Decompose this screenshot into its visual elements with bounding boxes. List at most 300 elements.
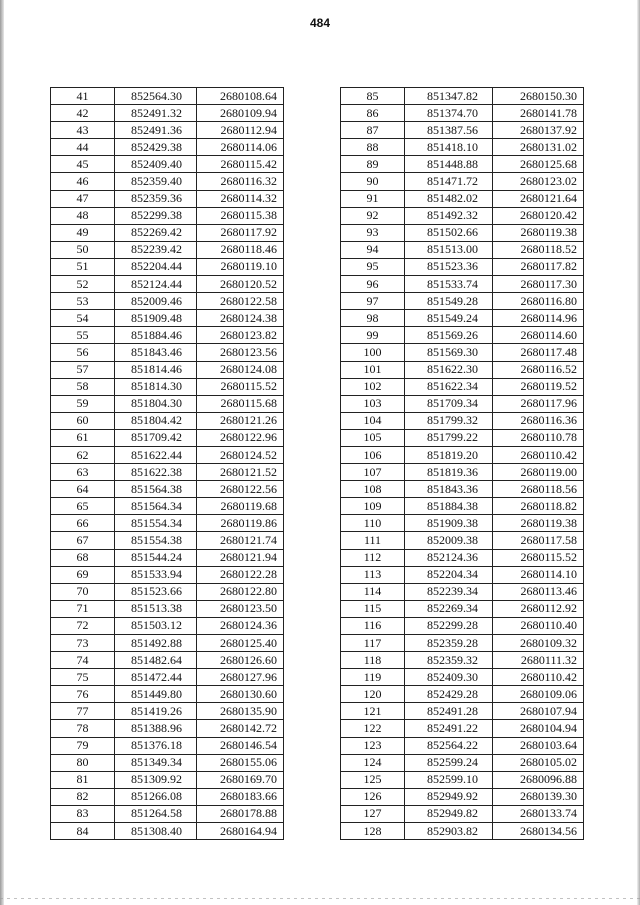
x-coordinate-cell: 851419.26 [115, 703, 197, 720]
table-row [341, 805, 584, 822]
y-coordinate-cell: 2680115.52 [493, 549, 584, 566]
table-row [51, 258, 284, 275]
y-coordinate-cell: 2680117.30 [493, 276, 584, 293]
y-coordinate-cell: 2680119.86 [197, 515, 284, 532]
point-number-cell: 62 [51, 446, 115, 463]
y-coordinate-cell: 2680150.30 [493, 88, 584, 105]
x-coordinate-cell: 852564.22 [405, 737, 493, 754]
table-row [341, 635, 584, 652]
table-row [51, 583, 284, 600]
point-number-cell: 66 [51, 515, 115, 532]
y-coordinate-cell: 2680104.94 [493, 720, 584, 737]
table-row [341, 669, 584, 686]
table-row [51, 310, 284, 327]
point-number-cell: 57 [51, 361, 115, 378]
table-row [51, 652, 284, 669]
y-coordinate-cell: 2680103.64 [493, 737, 584, 754]
y-coordinate-cell: 2680134.56 [493, 823, 584, 840]
y-coordinate-cell: 2680124.38 [197, 310, 284, 327]
point-number-cell: 75 [51, 669, 115, 686]
point-number-cell: 107 [341, 464, 405, 481]
y-coordinate-cell: 2680110.42 [493, 669, 584, 686]
x-coordinate-cell: 851533.74 [405, 276, 493, 293]
point-number-cell: 69 [51, 566, 115, 583]
y-coordinate-cell: 2680115.68 [197, 395, 284, 412]
table-row [341, 310, 584, 327]
y-coordinate-cell: 2680116.80 [493, 293, 584, 310]
point-number-cell: 93 [341, 224, 405, 241]
x-coordinate-cell: 851819.20 [405, 446, 493, 463]
x-coordinate-cell: 852429.38 [115, 139, 197, 156]
x-coordinate-cell: 851909.38 [405, 515, 493, 532]
table-row [341, 378, 584, 395]
table-row [341, 703, 584, 720]
y-coordinate-cell: 2680155.06 [197, 754, 284, 771]
point-number-cell: 63 [51, 464, 115, 481]
point-number-cell: 71 [51, 600, 115, 617]
table-row [51, 395, 284, 412]
x-coordinate-cell: 851482.02 [405, 190, 493, 207]
x-coordinate-cell: 851349.34 [115, 754, 197, 771]
point-number-cell: 44 [51, 139, 115, 156]
x-coordinate-cell: 851482.64 [115, 652, 197, 669]
point-number-cell: 125 [341, 771, 405, 788]
y-coordinate-cell: 2680108.64 [197, 88, 284, 105]
point-number-cell: 43 [51, 122, 115, 139]
x-coordinate-cell: 851843.36 [405, 481, 493, 498]
x-coordinate-cell: 852239.42 [115, 241, 197, 258]
x-coordinate-cell: 852949.82 [405, 805, 493, 822]
x-coordinate-cell: 851709.42 [115, 429, 197, 446]
x-coordinate-cell: 852124.36 [405, 549, 493, 566]
x-coordinate-cell: 852009.38 [405, 532, 493, 549]
point-number-cell: 101 [341, 361, 405, 378]
y-coordinate-cell: 2680117.82 [493, 258, 584, 275]
x-coordinate-cell: 851376.18 [115, 737, 197, 754]
x-coordinate-cell: 851569.26 [405, 327, 493, 344]
y-coordinate-cell: 2680119.10 [197, 258, 284, 275]
y-coordinate-cell: 2680119.52 [493, 378, 584, 395]
point-number-cell: 109 [341, 498, 405, 515]
table-row [341, 583, 584, 600]
point-number-cell: 86 [341, 105, 405, 122]
point-number-cell: 122 [341, 720, 405, 737]
y-coordinate-cell: 2680117.96 [493, 395, 584, 412]
x-coordinate-cell: 851388.96 [115, 720, 197, 737]
x-coordinate-cell: 851523.66 [115, 583, 197, 600]
y-coordinate-cell: 2680114.10 [493, 566, 584, 583]
y-coordinate-cell: 2680121.52 [197, 464, 284, 481]
table-row [51, 412, 284, 429]
point-number-cell: 120 [341, 686, 405, 703]
table-row [51, 771, 284, 788]
table-row [341, 241, 584, 258]
table-row [341, 686, 584, 703]
point-number-cell: 97 [341, 293, 405, 310]
point-number-cell: 42 [51, 105, 115, 122]
point-number-cell: 68 [51, 549, 115, 566]
x-coordinate-cell: 851622.44 [115, 446, 197, 463]
y-coordinate-cell: 2680130.60 [197, 686, 284, 703]
table-row [341, 156, 584, 173]
y-coordinate-cell: 2680164.94 [197, 823, 284, 840]
table-row [51, 600, 284, 617]
y-coordinate-cell: 2680133.74 [493, 805, 584, 822]
point-number-cell: 124 [341, 754, 405, 771]
x-coordinate-cell: 851544.24 [115, 549, 197, 566]
x-coordinate-cell: 851804.30 [115, 395, 197, 412]
y-coordinate-cell: 2680117.92 [197, 224, 284, 241]
y-coordinate-cell: 2680112.92 [493, 600, 584, 617]
x-coordinate-cell: 851564.38 [115, 481, 197, 498]
y-coordinate-cell: 2680135.90 [197, 703, 284, 720]
x-coordinate-cell: 851492.88 [115, 635, 197, 652]
x-coordinate-cell: 852564.30 [115, 88, 197, 105]
y-coordinate-cell: 2680112.94 [197, 122, 284, 139]
point-number-cell: 98 [341, 310, 405, 327]
table-row [51, 754, 284, 771]
table-row [51, 88, 284, 105]
x-coordinate-cell: 851449.80 [115, 686, 197, 703]
scan-edge-bottom [0, 898, 640, 899]
coordinates-table-left [50, 87, 284, 840]
x-coordinate-cell: 852491.36 [115, 122, 197, 139]
table-row [341, 515, 584, 532]
y-coordinate-cell: 2680178.88 [197, 805, 284, 822]
x-coordinate-cell: 852599.10 [405, 771, 493, 788]
x-coordinate-cell: 852491.22 [405, 720, 493, 737]
point-number-cell: 102 [341, 378, 405, 395]
point-number-cell: 126 [341, 788, 405, 805]
y-coordinate-cell: 2680116.52 [493, 361, 584, 378]
point-number-cell: 49 [51, 224, 115, 241]
point-number-cell: 45 [51, 156, 115, 173]
table-row [341, 122, 584, 139]
table-row [341, 464, 584, 481]
point-number-cell: 61 [51, 429, 115, 446]
x-coordinate-cell: 852599.24 [405, 754, 493, 771]
point-number-cell: 58 [51, 378, 115, 395]
y-coordinate-cell: 2680109.94 [197, 105, 284, 122]
y-coordinate-cell: 2680109.06 [493, 686, 584, 703]
point-number-cell: 77 [51, 703, 115, 720]
y-coordinate-cell: 2680105.02 [493, 754, 584, 771]
table-row [341, 224, 584, 241]
x-coordinate-cell: 852409.40 [115, 156, 197, 173]
x-coordinate-cell: 851799.22 [405, 429, 493, 446]
table-row [51, 805, 284, 822]
y-coordinate-cell: 2680118.52 [493, 241, 584, 258]
y-coordinate-cell: 2680121.74 [197, 532, 284, 549]
x-coordinate-cell: 851622.34 [405, 378, 493, 395]
y-coordinate-cell: 2680117.58 [493, 532, 584, 549]
point-number-cell: 105 [341, 429, 405, 446]
point-number-cell: 118 [341, 652, 405, 669]
table-row [51, 737, 284, 754]
table-row [341, 327, 584, 344]
point-number-cell: 82 [51, 788, 115, 805]
table-row [51, 686, 284, 703]
y-coordinate-cell: 2680116.36 [493, 412, 584, 429]
point-number-cell: 51 [51, 258, 115, 275]
table-row [51, 190, 284, 207]
table-row [341, 105, 584, 122]
y-coordinate-cell: 2680113.46 [493, 583, 584, 600]
x-coordinate-cell: 851264.58 [115, 805, 197, 822]
x-coordinate-cell: 851387.56 [405, 122, 493, 139]
table-row [341, 720, 584, 737]
y-coordinate-cell: 2680124.36 [197, 617, 284, 634]
y-coordinate-cell: 2680123.02 [493, 173, 584, 190]
point-number-cell: 70 [51, 583, 115, 600]
point-number-cell: 79 [51, 737, 115, 754]
point-number-cell: 83 [51, 805, 115, 822]
y-coordinate-cell: 2680121.64 [493, 190, 584, 207]
table-row [341, 293, 584, 310]
table-row [341, 788, 584, 805]
point-number-cell: 106 [341, 446, 405, 463]
y-coordinate-cell: 2680118.56 [493, 481, 584, 498]
x-coordinate-cell: 851622.38 [115, 464, 197, 481]
x-coordinate-cell: 852269.34 [405, 600, 493, 617]
point-number-cell: 112 [341, 549, 405, 566]
point-number-cell: 80 [51, 754, 115, 771]
table-row [51, 361, 284, 378]
table-row [341, 498, 584, 515]
y-coordinate-cell: 2680119.38 [493, 224, 584, 241]
table-row [51, 532, 284, 549]
point-number-cell: 60 [51, 412, 115, 429]
x-coordinate-cell: 852949.92 [405, 788, 493, 805]
table-row [51, 378, 284, 395]
table-row [341, 532, 584, 549]
point-number-cell: 84 [51, 823, 115, 840]
x-coordinate-cell: 852124.44 [115, 276, 197, 293]
table-row [51, 788, 284, 805]
table-row [341, 823, 584, 840]
point-number-cell: 81 [51, 771, 115, 788]
table-row [341, 412, 584, 429]
x-coordinate-cell: 851448.88 [405, 156, 493, 173]
x-coordinate-cell: 851266.08 [115, 788, 197, 805]
table-row [51, 224, 284, 241]
y-coordinate-cell: 2680117.48 [493, 344, 584, 361]
y-coordinate-cell: 2680096.88 [493, 771, 584, 788]
table-row [51, 156, 284, 173]
x-coordinate-cell: 852299.38 [115, 207, 197, 224]
point-number-cell: 96 [341, 276, 405, 293]
point-number-cell: 103 [341, 395, 405, 412]
y-coordinate-cell: 2680125.40 [197, 635, 284, 652]
x-coordinate-cell: 852903.82 [405, 823, 493, 840]
y-coordinate-cell: 2680123.56 [197, 344, 284, 361]
y-coordinate-cell: 2680115.52 [197, 378, 284, 395]
y-coordinate-cell: 2680146.54 [197, 737, 284, 754]
point-number-cell: 85 [341, 88, 405, 105]
point-number-cell: 89 [341, 156, 405, 173]
x-coordinate-cell: 851909.48 [115, 310, 197, 327]
x-coordinate-cell: 851503.12 [115, 617, 197, 634]
y-coordinate-cell: 2680127.96 [197, 669, 284, 686]
y-coordinate-cell: 2680125.68 [493, 156, 584, 173]
x-coordinate-cell: 852359.32 [405, 652, 493, 669]
table-row [341, 361, 584, 378]
x-coordinate-cell: 851549.24 [405, 310, 493, 327]
table-row [51, 207, 284, 224]
x-coordinate-cell: 851884.38 [405, 498, 493, 515]
y-coordinate-cell: 2680114.32 [197, 190, 284, 207]
point-number-cell: 94 [341, 241, 405, 258]
y-coordinate-cell: 2680114.60 [493, 327, 584, 344]
table-row [51, 276, 284, 293]
table-row [341, 207, 584, 224]
point-number-cell: 56 [51, 344, 115, 361]
table-row [341, 344, 584, 361]
scan-edge-left [0, 0, 4, 905]
point-number-cell: 90 [341, 173, 405, 190]
point-number-cell: 99 [341, 327, 405, 344]
y-coordinate-cell: 2680137.92 [493, 122, 584, 139]
y-coordinate-cell: 2680131.02 [493, 139, 584, 156]
y-coordinate-cell: 2680114.96 [493, 310, 584, 327]
y-coordinate-cell: 2680121.94 [197, 549, 284, 566]
x-coordinate-cell: 852491.32 [115, 105, 197, 122]
point-number-cell: 76 [51, 686, 115, 703]
y-coordinate-cell: 2680118.46 [197, 241, 284, 258]
x-coordinate-cell: 851843.46 [115, 344, 197, 361]
table-row [341, 173, 584, 190]
table-row [51, 139, 284, 156]
point-number-cell: 64 [51, 481, 115, 498]
x-coordinate-cell: 851884.46 [115, 327, 197, 344]
point-number-cell: 110 [341, 515, 405, 532]
y-coordinate-cell: 2680124.08 [197, 361, 284, 378]
table-row [341, 258, 584, 275]
y-coordinate-cell: 2680122.58 [197, 293, 284, 310]
y-coordinate-cell: 2680123.82 [197, 327, 284, 344]
table-row [51, 293, 284, 310]
y-coordinate-cell: 2680110.78 [493, 429, 584, 446]
y-coordinate-cell: 2680119.38 [493, 515, 584, 532]
table-row [341, 566, 584, 583]
y-coordinate-cell: 2680123.50 [197, 600, 284, 617]
coordinates-table-right [340, 87, 584, 840]
table-row [51, 429, 284, 446]
point-number-cell: 50 [51, 241, 115, 258]
table-row [51, 498, 284, 515]
y-coordinate-cell: 2680115.38 [197, 207, 284, 224]
point-number-cell: 59 [51, 395, 115, 412]
x-coordinate-cell: 851819.36 [405, 464, 493, 481]
x-coordinate-cell: 852491.28 [405, 703, 493, 720]
point-number-cell: 115 [341, 600, 405, 617]
x-coordinate-cell: 852009.46 [115, 293, 197, 310]
x-coordinate-cell: 851502.66 [405, 224, 493, 241]
point-number-cell: 74 [51, 652, 115, 669]
table-row [51, 635, 284, 652]
table-row [51, 344, 284, 361]
x-coordinate-cell: 851709.34 [405, 395, 493, 412]
table-row [51, 464, 284, 481]
point-number-cell: 128 [341, 823, 405, 840]
x-coordinate-cell: 851523.36 [405, 258, 493, 275]
table-row [51, 446, 284, 463]
point-number-cell: 65 [51, 498, 115, 515]
x-coordinate-cell: 852429.28 [405, 686, 493, 703]
page-number: 484 [309, 16, 331, 30]
y-coordinate-cell: 2680118.82 [493, 498, 584, 515]
y-coordinate-cell: 2680111.32 [493, 652, 584, 669]
x-coordinate-cell: 852359.40 [115, 173, 197, 190]
point-number-cell: 67 [51, 532, 115, 549]
point-number-cell: 47 [51, 190, 115, 207]
x-coordinate-cell: 852204.44 [115, 258, 197, 275]
point-number-cell: 78 [51, 720, 115, 737]
point-number-cell: 108 [341, 481, 405, 498]
point-number-cell: 73 [51, 635, 115, 652]
y-coordinate-cell: 2680122.28 [197, 566, 284, 583]
y-coordinate-cell: 2680109.32 [493, 635, 584, 652]
y-coordinate-cell: 2680119.00 [493, 464, 584, 481]
table-row [341, 652, 584, 669]
y-coordinate-cell: 2680169.70 [197, 771, 284, 788]
x-coordinate-cell: 851804.42 [115, 412, 197, 429]
x-coordinate-cell: 852204.34 [405, 566, 493, 583]
y-coordinate-cell: 2680126.60 [197, 652, 284, 669]
x-coordinate-cell: 851513.38 [115, 600, 197, 617]
point-number-cell: 116 [341, 617, 405, 634]
y-coordinate-cell: 2680141.78 [493, 105, 584, 122]
table-row [341, 737, 584, 754]
y-coordinate-cell: 2680120.42 [493, 207, 584, 224]
table-row [51, 823, 284, 840]
x-coordinate-cell: 852409.30 [405, 669, 493, 686]
point-number-cell: 87 [341, 122, 405, 139]
x-coordinate-cell: 852299.28 [405, 617, 493, 634]
x-coordinate-cell: 851814.30 [115, 378, 197, 395]
point-number-cell: 119 [341, 669, 405, 686]
table-row [51, 481, 284, 498]
x-coordinate-cell: 851569.30 [405, 344, 493, 361]
table-row [51, 549, 284, 566]
point-number-cell: 121 [341, 703, 405, 720]
x-coordinate-cell: 851347.82 [405, 88, 493, 105]
point-number-cell: 72 [51, 617, 115, 634]
table-row [341, 617, 584, 634]
point-number-cell: 104 [341, 412, 405, 429]
table-row [51, 241, 284, 258]
table-row [51, 669, 284, 686]
point-number-cell: 91 [341, 190, 405, 207]
table-row [51, 703, 284, 720]
y-coordinate-cell: 2680142.72 [197, 720, 284, 737]
x-coordinate-cell: 852359.36 [115, 190, 197, 207]
point-number-cell: 48 [51, 207, 115, 224]
x-coordinate-cell: 851472.44 [115, 669, 197, 686]
table-row [51, 566, 284, 583]
x-coordinate-cell: 851418.10 [405, 139, 493, 156]
y-coordinate-cell: 2680107.94 [493, 703, 584, 720]
y-coordinate-cell: 2680121.26 [197, 412, 284, 429]
point-number-cell: 113 [341, 566, 405, 583]
table-row [51, 515, 284, 532]
table-row [51, 105, 284, 122]
point-number-cell: 55 [51, 327, 115, 344]
x-coordinate-cell: 851554.38 [115, 532, 197, 549]
y-coordinate-cell: 2680122.80 [197, 583, 284, 600]
x-coordinate-cell: 851492.32 [405, 207, 493, 224]
point-number-cell: 123 [341, 737, 405, 754]
